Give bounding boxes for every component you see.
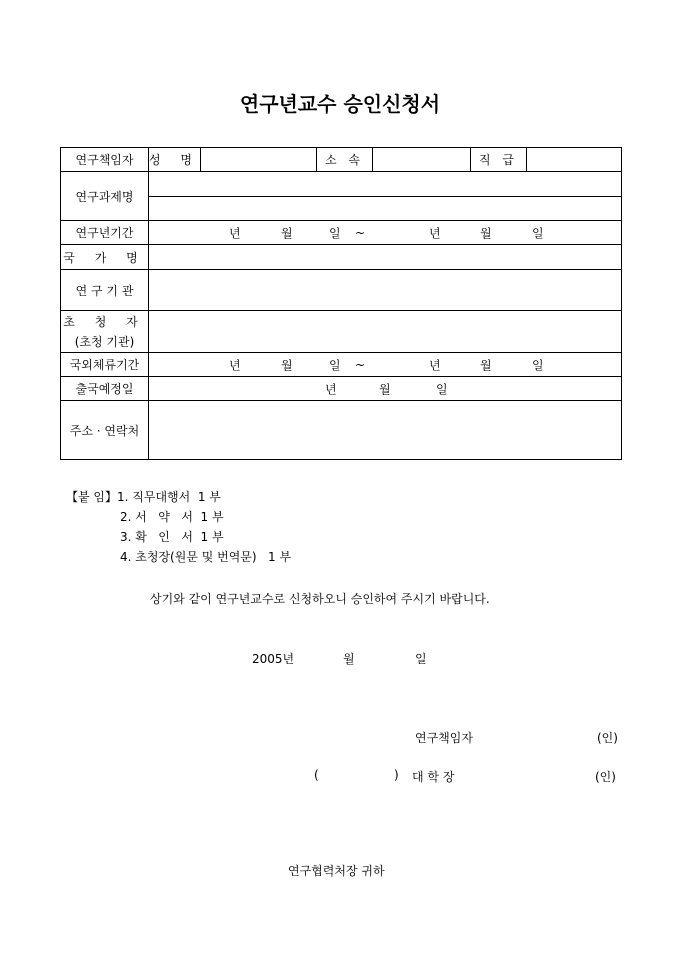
name-field[interactable] — [201, 148, 317, 172]
applicant-signature-label: 연구책임자 — [415, 731, 473, 745]
departure-month: 월 — [379, 382, 391, 396]
period-start-month: 월 — [281, 226, 293, 240]
period-field[interactable] — [149, 221, 622, 245]
institution-label: 연 구 기 관 — [61, 270, 149, 311]
application-form-table — [60, 147, 622, 460]
document-title: 연구년교수 승인신청서 — [239, 92, 441, 116]
project-field-line2[interactable] — [149, 197, 622, 221]
period-start-day: 일 — [329, 226, 341, 240]
inviter-label-cell — [61, 311, 149, 353]
attachments-block — [66, 487, 291, 567]
departure-field[interactable] — [149, 377, 622, 401]
period-tilde: ~ — [355, 225, 366, 240]
statement-text: 상기와 같이 연구년교수로 신청하오니 승인하여 주시기 바랍니다. — [150, 592, 490, 606]
country-label: 국 가 명 — [61, 245, 149, 270]
position-label: 직 급 — [471, 148, 527, 172]
stay-end-day: 일 — [532, 358, 544, 372]
project-label: 연구과제명 — [61, 172, 149, 221]
stay-start-day: 일 — [329, 358, 341, 372]
date-year: 2005년 — [252, 652, 295, 666]
inviter-label: 초 청 자 — [63, 314, 146, 329]
stay-tilde: ~ — [355, 357, 366, 372]
inviter-sub-label: (초청 기관) — [74, 334, 135, 349]
attachment-line-1 — [66, 487, 291, 507]
country-field[interactable] — [149, 245, 622, 270]
president-seal: (인) — [595, 770, 616, 784]
university-close-paren: ) — [394, 768, 399, 782]
stay-start-year: 년 — [229, 358, 241, 372]
stay-end-year: 년 — [429, 358, 441, 372]
period-start-year: 년 — [229, 226, 241, 240]
stay-field[interactable] — [149, 353, 622, 377]
address-label: 주소 · 연락처 — [61, 401, 149, 460]
applicant-label: 연구책임자 — [61, 148, 149, 172]
address-field[interactable] — [149, 401, 622, 460]
date-day: 일 — [415, 652, 427, 666]
attachment-item-1: 1. 직무대행서 1 부 — [117, 490, 221, 504]
position-field[interactable] — [527, 148, 622, 172]
university-open-paren: ( — [314, 768, 319, 782]
project-field-line1[interactable] — [149, 172, 622, 197]
departure-day: 일 — [436, 382, 448, 396]
affiliation-field[interactable] — [373, 148, 471, 172]
stay-end-month: 월 — [480, 358, 492, 372]
inviter-field[interactable] — [149, 311, 622, 353]
institution-field[interactable] — [149, 270, 622, 311]
stay-start-month: 월 — [281, 358, 293, 372]
attachment-item-4: 4. 초청장(원문 및 번역문) 1 부 — [120, 550, 292, 564]
president-label: 대 학 장 — [412, 770, 455, 784]
date-month: 월 — [343, 652, 355, 666]
departure-label: 출국예정일 — [61, 377, 149, 401]
departure-year: 년 — [325, 382, 337, 396]
name-label: 성 명 — [149, 148, 201, 172]
period-end-month: 월 — [480, 226, 492, 240]
recipient-text: 연구협력처장 귀하 — [288, 864, 385, 878]
period-end-day: 일 — [532, 226, 544, 240]
applicant-seal: (인) — [597, 731, 618, 745]
attachment-item-2: 2. 서 약 서 1 부 — [120, 510, 224, 524]
affiliation-label: 소 속 — [317, 148, 373, 172]
attachments-heading: 【붙 임】 — [66, 490, 117, 504]
stay-label: 국외체류기간 — [61, 353, 149, 377]
attachment-item-3: 3. 확 인 서 1 부 — [120, 530, 224, 544]
period-end-year: 년 — [429, 226, 441, 240]
period-label: 연구년기간 — [61, 221, 149, 245]
